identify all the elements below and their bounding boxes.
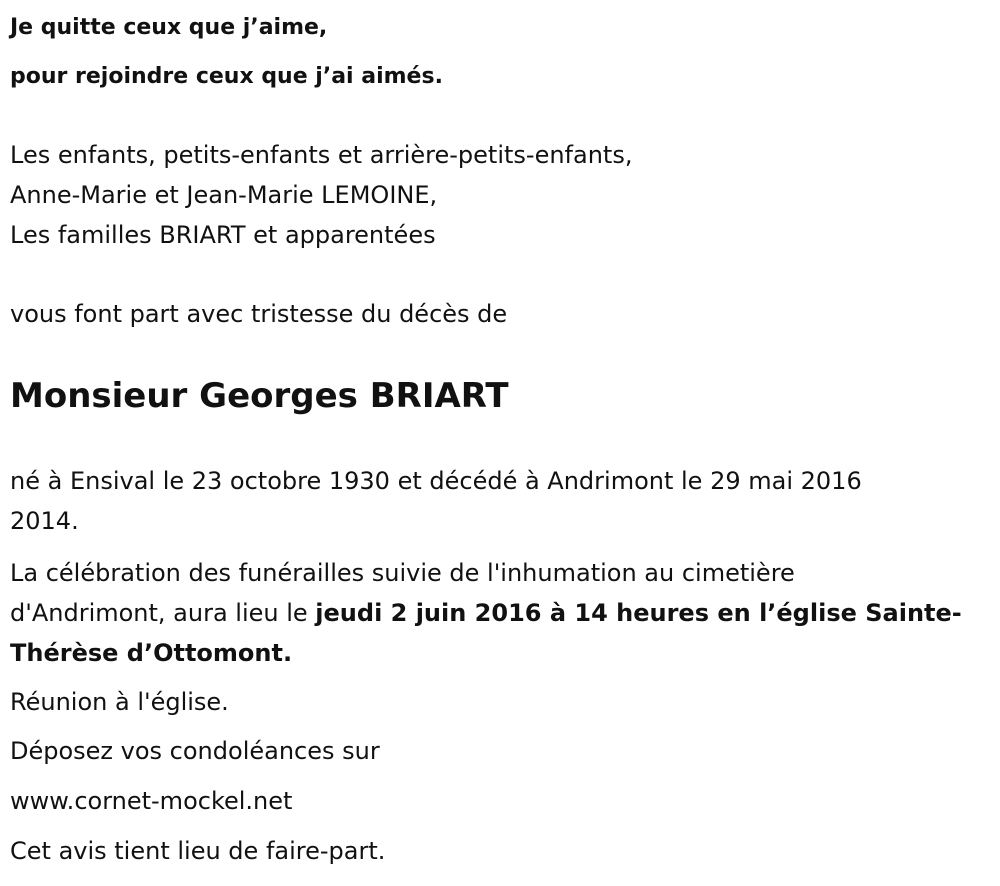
- condolences-text: Déposez vos condoléances sur: [10, 737, 380, 765]
- ceremony-line-3: Thérèse d’Ottomont.: [10, 639, 293, 667]
- intro-text: vous font part avec tristesse du décès de: [10, 300, 508, 328]
- dates-line-1: né à Ensival le 23 octobre 1930 et décédé à Andrimont le 29 mai 2016: [10, 467, 862, 495]
- closing-text: Cet avis tient lieu de faire-part.: [10, 837, 386, 865]
- ceremony-line-2: [10, 593, 992, 633]
- ceremony-prefix: d'Andrimont, aura lieu le: [10, 599, 316, 627]
- ceremony-date-location: jeudi 2 juin 2016 à 14 heures en l’église Sainte-: [315, 599, 962, 627]
- announcers-line-3: Les familles BRIART et apparentées: [10, 221, 436, 249]
- deceased-name: Monsieur Georges BRIART: [10, 376, 509, 416]
- website-link[interactable]: www.cornet-mockel.net: [10, 787, 293, 815]
- ceremony-line-1: La célébration des funérailles suivie de l'inhumation au cimetière: [10, 559, 795, 587]
- epigraph-line-1: Je quitte ceux que j’aime,: [10, 15, 328, 40]
- website-line: [10, 781, 992, 821]
- epigraph-line-2: pour rejoindre ceux que j’ai aimés.: [10, 64, 443, 89]
- meeting-text: Réunion à l'église.: [10, 688, 229, 716]
- announcers-line-1: Les enfants, petits-enfants et arrière-petits-enfants,: [10, 141, 633, 169]
- announcers-line-2: Anne-Marie et Jean-Marie LEMOINE,: [10, 181, 438, 209]
- dates-line-2: 2014.: [10, 507, 79, 535]
